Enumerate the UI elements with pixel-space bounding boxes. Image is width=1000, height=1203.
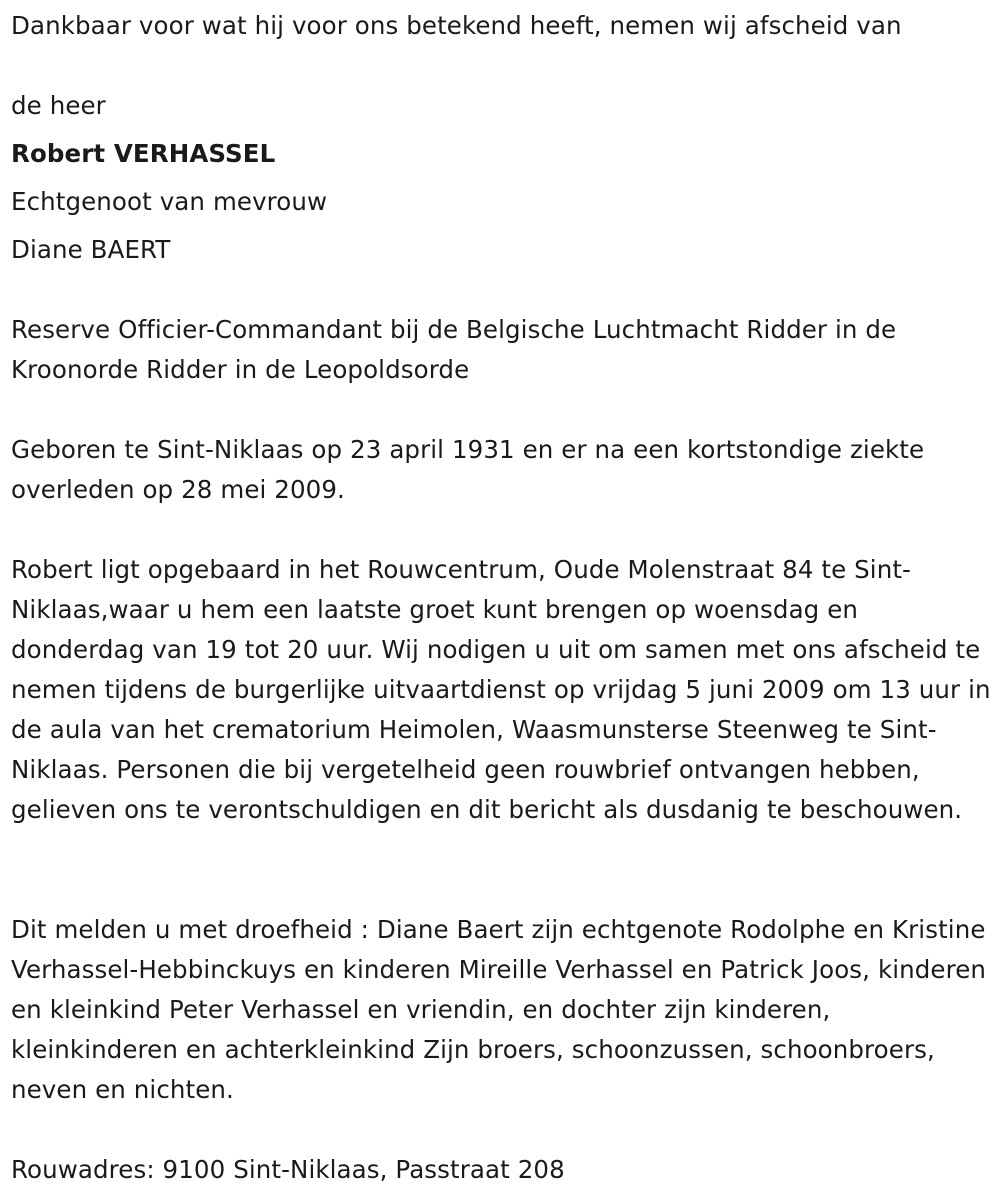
intro-text: Dankbaar voor wat hij voor ons betekend heeft, nemen wij afscheid van (11, 11, 902, 40)
ceremony-paragraph: Robert ligt opgebaard in het Rouwcentrum, Oude Molenstraat 84 te Sint-Niklaas,waar u hem een laatste groet kunt brengen op woensdag en donderdag van 19 tot 20 uur. Wij nodigen u uit om samen met ons afscheid te nemen tijdens de burgerlijke uitvaartdienst op vrijdag 5 juni 2009 om 13 uur in de aula van het crematorium Heimolen, Waasmunsterse Steenweg te Sint-Niklaas. Personen die bij vergetelheid geen rouwbrief ontvangen hebben, gelieven ons te verontschuldigen en dit bericht als dusdanig te beschouwen. (11, 555, 991, 824)
birth-death-paragraph: Geboren te Sint-Niklaas op 23 april 1931 en er na een kortstondige ziekte overleden op 28 mei 2009. (11, 435, 925, 504)
family-paragraph: Dit melden u met droefheid : Diane Baert zijn echtgenote Rodolphe en Kristine Verhassel-Hebbinckuys en kinderen Mireille Verhassel en Patrick Joos, kinderen en kleinkind Peter Verhassel en vriendin, en dochter zijn kinderen, kleinkinderen en achterkleinkind Zijn broers, schoonzussen, schoonbroers, neven en nichten. (11, 915, 987, 1104)
spouse-name: Diane BAERT (11, 235, 171, 264)
salutation: de heer (11, 91, 106, 120)
deceased-name: Robert VERHASSEL (11, 139, 276, 168)
mourning-address: Rouwadres: 9100 Sint-Niklaas, Passtraat 208 (11, 1155, 565, 1184)
spouse-label: Echtgenoot van mevrouw (11, 187, 328, 216)
titles-paragraph: Reserve Officier-Commandant bij de Belgische Luchtmacht Ridder in de Kroonorde Ridder in de Leopoldsorde (11, 315, 897, 384)
